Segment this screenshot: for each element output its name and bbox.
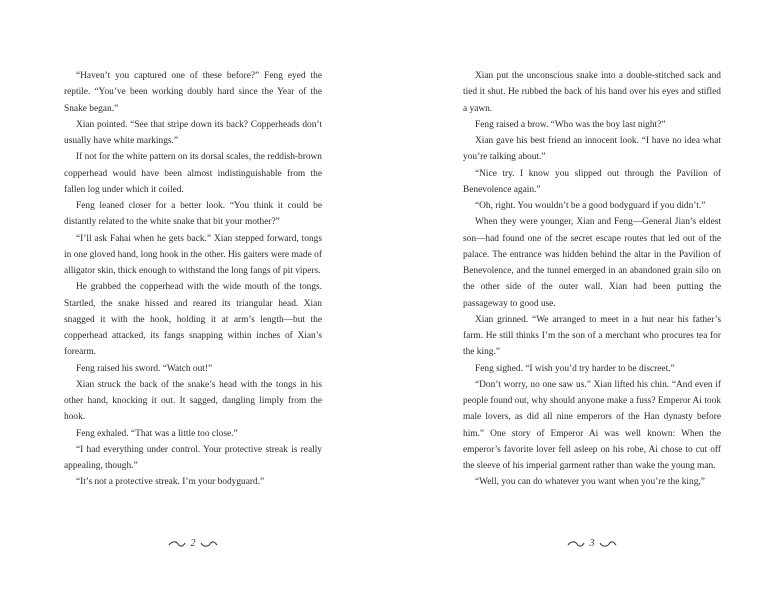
paragraph: “Don’t worry, no one saw us.” Xian lifted his chin. “And even if people found out, why should anyone make a fuss? Emperor Ai took male lovers, as did all nine emperors of the Han dynasty before him.” One story of Emperor Ai was well known: When the emperor’s favorite lover fell asleep on his robe, Ai chose to cut off the sleeve of his imperial garment rather than wake the young man. xyxy=(463,379,721,471)
paragraph: “Nice try. I know you slipped out through the Pavilion of Benevolence again.” xyxy=(463,168,721,195)
paragraph: Feng raised his sword. “Watch out!” xyxy=(76,363,213,374)
swash-flourish-icon xyxy=(168,540,186,548)
paragraph: Xian pointed. “See that stripe down its back? Copperheads don’t usually have white markings.” xyxy=(64,119,322,146)
paragraph: “Haven’t you captured one of these before?” Feng eyed the reptile. “You’ve been working doubly hard since the Year of the Snake began.” xyxy=(64,71,322,114)
swash-flourish-icon xyxy=(567,540,585,548)
left-page-folio xyxy=(133,538,253,549)
paragraph: “I’ll ask Fahai when he gets back.” Xian stepped forward, tongs in one gloved hand, long hook in the other. His gaiters were made of alligator skin, thick enough to withstand the long fangs of pit vipers. xyxy=(64,233,322,276)
page-number: 3 xyxy=(589,538,595,550)
paragraph: “Well, you can do whatever you want when you’re the king,” xyxy=(475,477,705,488)
paragraph: Xian struck the back of the snake’s head with the tongs in his other hand, knocking it out. It sagged, dangling limply from the hook. xyxy=(64,379,322,423)
paragraph: Xian gave his best friend an innocent look. “I have no idea what you’re talking about.” xyxy=(463,136,721,163)
swash-flourish-icon xyxy=(200,540,218,548)
paragraph: When they were younger, Xian and Feng—General Jian’s eldest son—had found one of the secret escape routes that led out of the palace. The entrance was hidden behind the altar in the Pavilion of Benevolence, and the tunnel emerged in an abandoned grain silo on the other side of the outer wall. Xian had been putting the passageway to good use. xyxy=(463,217,721,309)
left-page-text xyxy=(64,68,322,491)
right-page-text xyxy=(463,68,721,491)
paragraph: “It’s not a protective streak. I’m your bodyguard.” xyxy=(76,477,265,488)
swash-flourish-icon xyxy=(599,540,617,548)
paragraph: Feng exhaled. “That was a little too close.” xyxy=(76,428,238,439)
right-page-folio xyxy=(532,538,652,549)
paragraph: Xian put the unconscious snake into a double-stitched sack and tied it shut. He rubbed the back of his hand over his eyes and stifled a yawn. xyxy=(463,71,721,114)
paragraph: He grabbed the copperhead with the wide mouth of the tongs. Startled, the snake hissed and reared its triangular head. Xian snagged it with the hook, holding it at arm’s length—but the copperhead attacked, its fangs snapping within inches of Xian’s forearm. xyxy=(64,282,322,358)
paragraph: Feng leaned closer for a better look. “You think it could be distantly related to the white snake that bit your mother?” xyxy=(64,201,322,228)
paragraph: “I had everything under control. Your protective streak is really appealing, though.” xyxy=(64,444,322,471)
paragraph: “Oh, right. You wouldn’t be a good bodyguard if you didn’t.” xyxy=(475,201,706,211)
paragraph: If not for the white pattern on its dorsal scales, the reddish-brown copperhead would have been almost indistinguishable from the fallen log under which it coiled. xyxy=(64,152,322,195)
paragraph: Feng raised a brow. “Who was the boy last night?” xyxy=(475,119,666,130)
page-number: 2 xyxy=(190,538,196,550)
paragraph: Xian grinned. “We arranged to meet in a hut near his father’s farm. He still thinks I’m the son of a merchant who procures tea for the king.” xyxy=(463,314,721,358)
paragraph: Feng sighed. “I wish you’d try harder to be discreet.” xyxy=(475,363,675,374)
